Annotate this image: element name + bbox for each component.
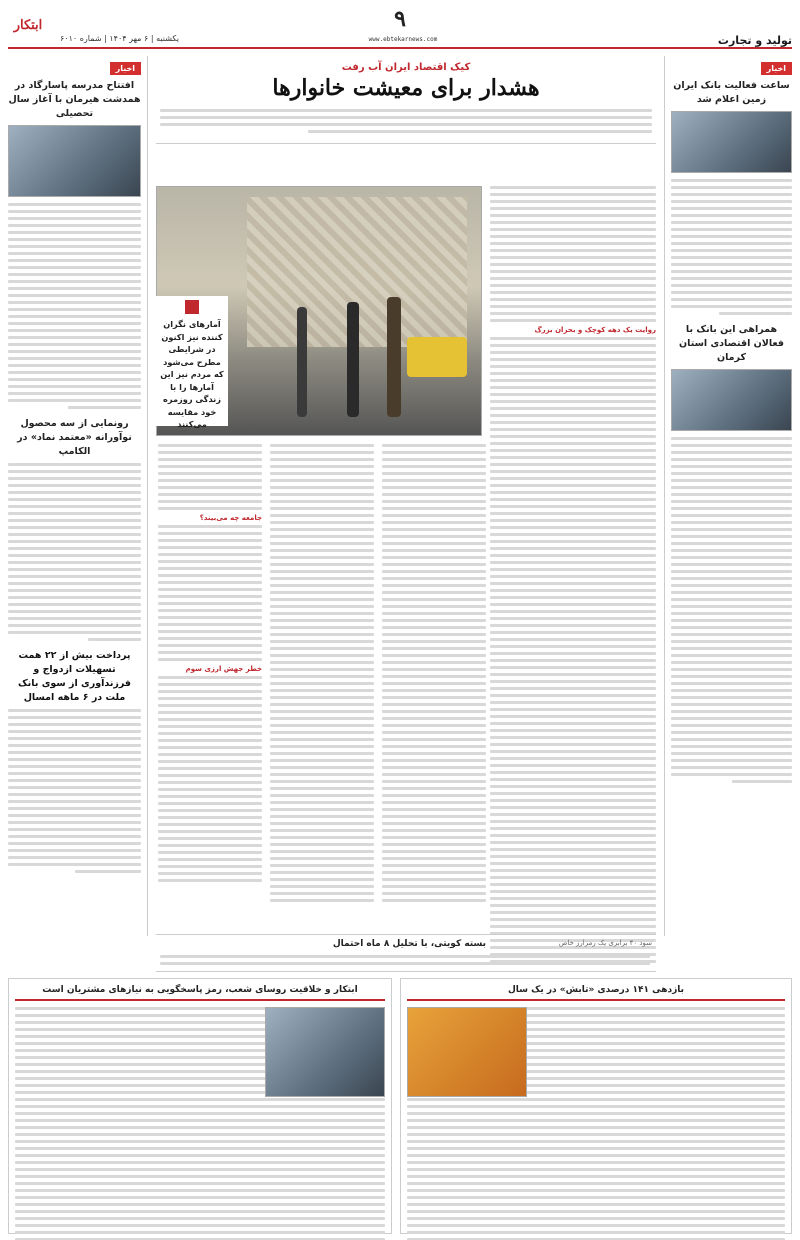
main-kicker: کیک اقتصاد ایران آب رفت bbox=[341, 62, 471, 73]
logo: ابتکار bbox=[13, 18, 43, 33]
right-story-2-body bbox=[671, 437, 792, 783]
bank-meeting-photo bbox=[265, 1007, 385, 1097]
section-label: تولید و تجارت bbox=[717, 34, 792, 47]
right-story-2-title: همراهی این بانک با فعالان اقتصادی استان کرمان bbox=[679, 324, 784, 363]
strip-body bbox=[160, 955, 650, 969]
pedestrian bbox=[387, 297, 401, 417]
news-tag: اخبار bbox=[110, 62, 141, 75]
school-opening-photo bbox=[8, 125, 141, 197]
pull-quote: آمارهای نگران کننده‌ نیز اکنون در شرایطی مطرح می‌شود که مردم نیز این آمارها را با زندگی روزمره خود مقایسه می‌کنند bbox=[160, 319, 224, 429]
pull-quote-box bbox=[156, 296, 228, 429]
left-story-1-title: افتتاح مدرسه پاسارگاد در همدشت هیرمان با آغاز سال تحصیلی bbox=[8, 80, 141, 119]
bottom-left-title: ابتکار و خلاقیت روسای شعب، رمز پاسخگویی به نیازهای مشتریان است bbox=[15, 985, 385, 1001]
website: www.ebtekarnews.com bbox=[368, 36, 438, 43]
right-column bbox=[664, 56, 792, 936]
left-story-1-body bbox=[8, 203, 141, 409]
bottom-right-story bbox=[400, 978, 792, 1234]
bottom-section bbox=[8, 978, 792, 1234]
subhead-currency: خطر جهش ارزی سوم bbox=[185, 665, 262, 673]
main-headline: هشدار برای معیشت خانوارها bbox=[272, 75, 540, 101]
strip-note: سود ۴۰ برابری یک رمزارز خاص bbox=[558, 939, 652, 947]
mid-strip bbox=[156, 934, 656, 972]
masthead-rule bbox=[8, 47, 792, 49]
main-body-right bbox=[490, 186, 656, 967]
bottom-right-title: بازدهی ۱۴۱ درصدی «تابش» در یک سال bbox=[407, 985, 785, 1001]
news-tag: اخبار bbox=[761, 62, 792, 75]
main-story bbox=[156, 56, 656, 936]
strip-title: بسته کویتی، با تحلیل ۸ ماه احتمال bbox=[332, 939, 486, 949]
date-issue: یکشنبه | ۶ مهر ۱۴۰۴ | شماره ۶۰۱۰ bbox=[60, 34, 179, 43]
main-lead bbox=[156, 109, 656, 144]
bottom-left-story bbox=[8, 978, 392, 1234]
subhead-society: جامعه چه می‌بیند؟ bbox=[199, 514, 262, 522]
subhead-decade: روایت یک دهه کوچک و بحران بزرگ bbox=[534, 326, 656, 334]
bank-building-photo bbox=[671, 111, 792, 173]
quote-icon bbox=[185, 300, 199, 314]
right-story-1-body bbox=[671, 179, 792, 315]
masthead bbox=[8, 6, 792, 48]
right-story-1-title: ساعت فعالیت بانک ایران زمین اعلام شد bbox=[673, 80, 790, 105]
left-story-2-title: رونمایی از سه محصول نوآورانه «معتمد نماد» در الکامپ bbox=[17, 418, 132, 457]
fund-ad-graphic bbox=[407, 1007, 527, 1097]
pedestrian bbox=[297, 307, 307, 417]
left-column bbox=[8, 56, 148, 936]
left-story-3-title: پرداخت بیش از ۲۲ همت تسهیلات ازدواج و فرزندآوری از سوی بانک ملت در ۶ ماهه امسال bbox=[17, 650, 132, 703]
meeting-photo bbox=[671, 369, 792, 431]
page-number: ۹ bbox=[394, 6, 406, 32]
left-story-3-body bbox=[8, 709, 141, 873]
main-body-lower bbox=[156, 444, 486, 906]
pedestrian bbox=[347, 302, 359, 417]
left-story-2-body bbox=[8, 463, 141, 641]
taxi-car bbox=[407, 337, 467, 377]
newspaper-page bbox=[8, 6, 792, 1234]
